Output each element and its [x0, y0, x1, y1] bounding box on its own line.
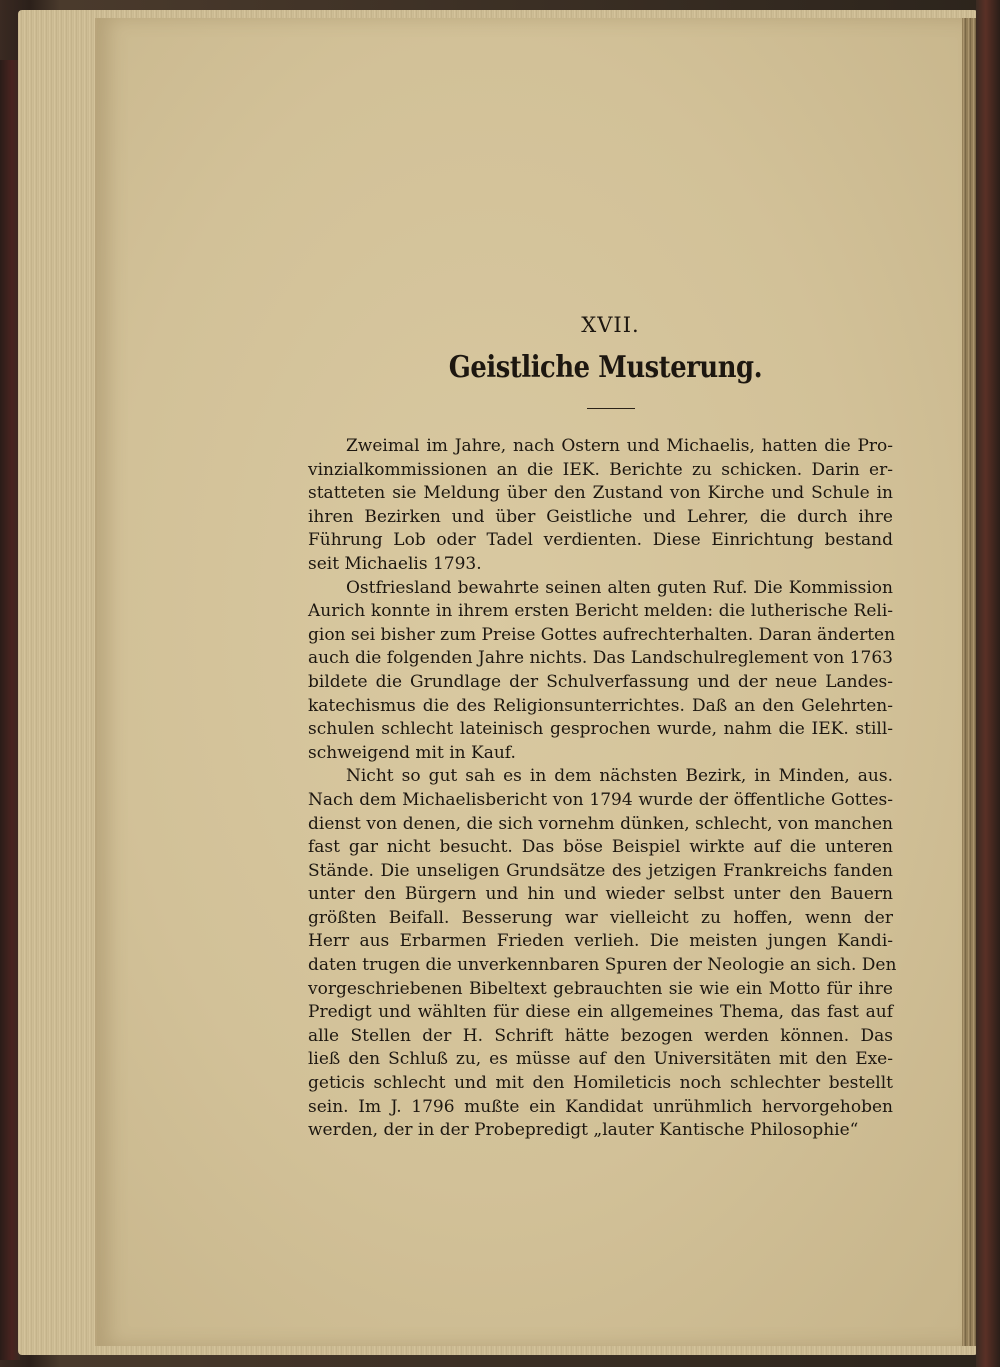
paragraph: [308, 435, 893, 577]
text-line: vinzialkommissionen an die IEK. Berichte zu schicken. Darin er-: [308, 459, 893, 480]
book-spine: [976, 0, 1000, 1367]
text-line: ihren Bezirken und über Geistliche und Lehrer, die durch ihre: [308, 506, 893, 527]
text-line: Herr aus Erbarmen Frieden verlieh. Die meisten jungen Kandi-: [308, 931, 893, 952]
paragraph: [308, 577, 896, 766]
text-line: vorgeschriebenen Bibeltext gebrauchten sie wie ein Motto für ihre: [308, 978, 893, 999]
text-line: Ostfriesland bewahrte seinen alten guten Ruf. Die Kommission: [346, 577, 893, 598]
text-line: Aurich konnte in ihrem ersten Bericht melden: die lutherische Reli-: [308, 601, 893, 622]
text-line: auch die folgenden Jahre nichts. Das Landschulreglement von 1763: [308, 648, 893, 669]
text-line: Führung Lob oder Tadel verdienten. Diese Einrichtung bestand: [308, 530, 893, 551]
text-line: Predigt und wählten für diese ein allgemeines Thema, das fast auf: [308, 1002, 893, 1023]
text-line: schulen schlecht lateinisch gesprochen wurde, nahm die IEK. still-: [308, 719, 893, 740]
text-line: sein. Im J. 1796 mußte ein Kandidat unrühmlich hervorgehoben: [308, 1096, 893, 1117]
chapter-number: XVII.: [581, 313, 640, 337]
text-line: seit Michaelis 1793.: [308, 553, 482, 574]
text-line: daten trugen die unverkennbaren Spuren der Neologie an sich. Den: [308, 955, 897, 976]
chapter-title: Geistliche Musterung.: [448, 350, 763, 385]
book-cover-left: [0, 60, 20, 1360]
text-line: bildete die Grundlage der Schulverfassung und der neue Landes-: [308, 671, 893, 692]
text-line: größten Beifall. Besserung war vielleicht zu hoffen, wenn der: [308, 907, 893, 928]
text-line: unter den Bürgern und hin und wieder selbst unter den Bauern: [308, 884, 893, 905]
paragraph: [308, 765, 897, 1143]
text-line: Zweimal im Jahre, nach Ostern und Michaelis, hatten die Pro-: [346, 436, 893, 456]
text-line: Stände. Die unseligen Grundsätze des jetzigen Frankreichs fanden: [308, 860, 893, 881]
facing-page-edge: [962, 18, 976, 1346]
text-line: geticis schlecht und mit den Homileticis noch schlechter bestellt: [308, 1073, 893, 1094]
text-line: schweigend mit in Kauf.: [308, 742, 516, 763]
text-line: Nach dem Michaelisbericht von 1794 wurde der öffentliche Gottes-: [308, 789, 893, 810]
text-line: Nicht so gut sah es in dem nächsten Bezirk, in Minden, aus.: [346, 766, 893, 787]
text-line: ließ den Schluß zu, es müsse auf den Universitäten mit den Exe-: [308, 1049, 893, 1070]
text-line: gion sei bisher zum Preise Gottes aufrechterhalten. Daran änderten: [308, 624, 896, 645]
text-line: statteten sie Meldung über den Zustand von Kirche und Schule in: [308, 483, 893, 504]
text-line: werden, der in der Probepredigt „lauter Kantische Philosophie“: [308, 1120, 859, 1141]
title-rule: [587, 408, 635, 409]
text-line: katechismus die des Religionsunterrichtes. Daß an den Gelehrten-: [308, 695, 893, 716]
text-line: dienst von denen, die sich vornehm dünken, schlecht, von manchen: [308, 813, 893, 834]
text-line: alle Stellen der H. Schrift hätte bezogen werden können. Das: [308, 1025, 893, 1046]
body-text: [308, 435, 897, 1143]
page-content: [308, 300, 897, 1143]
text-line: fast gar nicht besucht. Das böse Beispiel wirkte auf die unteren: [308, 837, 893, 858]
